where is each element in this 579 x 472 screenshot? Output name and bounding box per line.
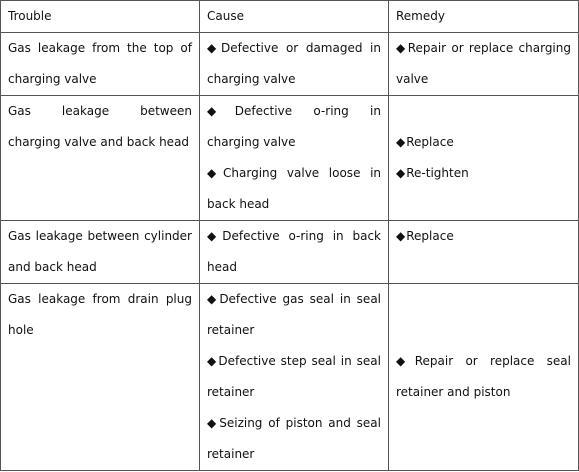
- header-row: [1, 1, 579, 33]
- diamond-bullet-icon: ◆: [396, 41, 407, 55]
- table-row: [1, 33, 579, 96]
- trouble-cell: Gas leakage between cylinder and back head: [1, 221, 200, 284]
- diamond-bullet-icon: ◆: [396, 229, 406, 243]
- cause-cell: [200, 96, 389, 221]
- diamond-bullet-icon: ◆: [396, 354, 414, 368]
- remedy-item: ◆Repair or replace charging valve: [396, 41, 571, 86]
- header-remedy: Remedy: [389, 1, 579, 33]
- diamond-bullet-icon: ◆: [207, 104, 234, 118]
- remedy-cell: [389, 33, 579, 96]
- cause-cell: [200, 284, 389, 471]
- remedy-cell: [389, 221, 579, 284]
- remedy-cell: [389, 96, 579, 221]
- diamond-bullet-icon: ◆: [396, 135, 406, 149]
- diamond-bullet-icon: ◆: [207, 354, 218, 368]
- trouble-cell: Gas leakage from drain plug hole: [1, 284, 200, 471]
- table-row: [1, 221, 579, 284]
- remedy-item: ◆Re-tighten: [396, 166, 469, 180]
- trouble-cell: Gas leakage from the top of charging valve: [1, 33, 200, 96]
- table-row: [1, 96, 579, 221]
- remedy-item: ◆Replace: [396, 135, 454, 149]
- diamond-bullet-icon: ◆: [207, 229, 222, 243]
- cause-item: ◆Seizing of piston and seal retainer: [207, 416, 381, 461]
- cause-item: ◆Defective step seal in seal retainer: [207, 354, 381, 399]
- header-trouble: Trouble: [1, 1, 200, 33]
- cause-item: ◆Charging valve loose in back head: [207, 166, 382, 211]
- remedy-item: ◆Replace: [396, 229, 454, 243]
- diamond-bullet-icon: ◆: [207, 416, 219, 430]
- diamond-bullet-icon: ◆: [396, 166, 406, 180]
- remedy-cell: [389, 284, 579, 471]
- diamond-bullet-icon: ◆: [207, 166, 223, 180]
- trouble-cell: Gas leakage between charging valve and back head: [1, 96, 200, 221]
- diamond-bullet-icon: ◆: [207, 41, 221, 55]
- header-cause: Cause: [200, 1, 389, 33]
- cause-item: ◆Defective o-ring in back head: [207, 229, 381, 274]
- diamond-bullet-icon: ◆: [207, 292, 219, 306]
- cause-cell: [200, 221, 389, 284]
- cause-item: ◆Defective o-ring in charging valve: [207, 104, 381, 149]
- table-row: [1, 284, 579, 471]
- cause-cell: [200, 33, 389, 96]
- remedy-item: ◆Repair or replace seal retainer and piston: [396, 354, 571, 399]
- cause-item: ◆Defective gas seal in seal retainer: [207, 292, 382, 337]
- cause-item: ◆Defective or damaged in charging valve: [207, 41, 381, 86]
